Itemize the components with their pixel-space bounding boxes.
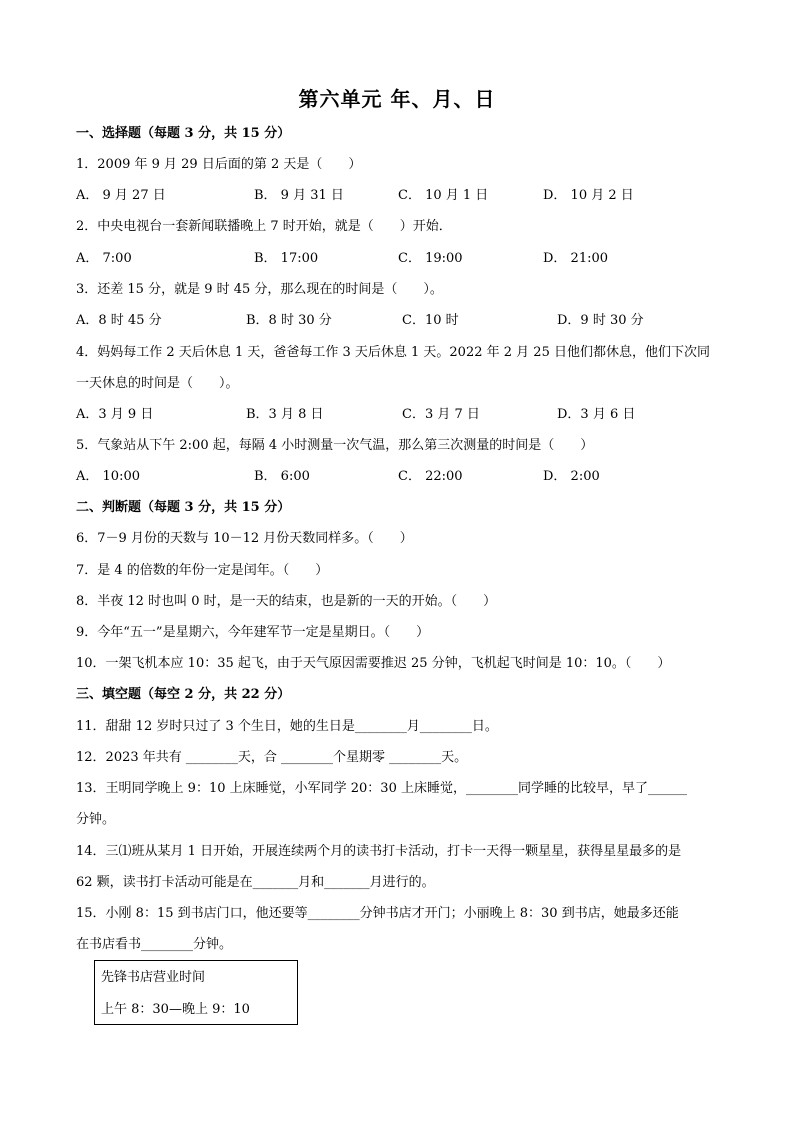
bookstore-hours-range: 上午 8：30—晚上 9：10	[101, 1002, 250, 1017]
bookstore-hours-title: 先锋书店营业时间	[101, 970, 206, 985]
question-14-line-1: 14．三⑴班从某月 1 日开始，开展连续两个月的读书打卡活动，打卡一天得一颗星星，获得星星最多的是	[76, 844, 682, 859]
question-9: 9．今年“五一”是星期六，今年建军节一定是星期日。（ ）	[76, 625, 430, 640]
q1-option-b: B． 9 月 31 日	[254, 188, 344, 203]
page-title: 第六单元 年、月、日	[298, 87, 496, 111]
question-13-line-2: 分钟。	[76, 812, 116, 827]
question-10: 10．一架飞机本应 10：35 起飞，由于天气原因需要推迟 25 分钟，飞机起飞时间是 10：10。（ ）	[76, 656, 671, 671]
q2-option-b: B． 17:00	[254, 251, 319, 266]
question-4-line-1: 4．妈妈每工作 2 天后休息 1 天，爸爸每工作 3 天后休息 1 天。2022 年 2 月 25 日他们都休息，他们下次同	[76, 345, 710, 360]
question-8: 8．半夜 12 时也叫 0 时，是一天的结束，也是新的一天的开始。（ ）	[76, 594, 497, 609]
section-heading-choice: 一、选择题（每题 3 分，共 15 分）	[76, 126, 291, 141]
q2-option-a: A． 7:00	[76, 251, 132, 266]
q3-option-a: A．8 时 45 分	[76, 313, 162, 328]
q1-option-d: D． 10 月 2 日	[543, 188, 634, 203]
q5-option-a: A． 10:00	[76, 469, 140, 484]
question-14-line-2: 62 颗，读书打卡活动可能是在_______月和_______月进行的。	[76, 875, 435, 890]
question-6: 6．7－9 月份的天数与 10－12 月份天数同样多。（ ）	[76, 531, 413, 546]
section-heading-true-false: 二、判断题（每题 3 分，共 15 分）	[76, 500, 291, 515]
q3-option-d: D．9 时 30 分	[557, 313, 644, 328]
q4-option-a: A．3 月 9 日	[76, 407, 154, 422]
question-12: 12．2023 年共有 ________天，合 ________个星期零 ________天。	[76, 750, 468, 765]
q5-option-d: D． 2:00	[543, 469, 600, 484]
section-heading-fill-blank: 三、填空题（每空 2 分，共 22 分）	[76, 687, 291, 702]
question-5: 5．气象站从下午 2:00 起，每隔 4 小时测量一次气温，那么第三次测量的时间是（ ）	[76, 438, 594, 453]
q3-option-c: C．10 时	[402, 313, 459, 328]
bookstore-hours-box	[94, 960, 298, 1025]
question-7: 7．是 4 的倍数的年份一定是闰年。（ ）	[76, 563, 329, 578]
q5-option-b: B． 6:00	[254, 469, 310, 484]
q4-option-d: D．3 月 6 日	[557, 407, 636, 422]
question-11: 11．甜甜 12 岁时只过了 3 个生日，她的生日是________月________日。	[76, 719, 498, 734]
q2-option-d: D． 21:00	[543, 251, 609, 266]
q2-option-c: C． 19:00	[398, 251, 463, 266]
q5-option-c: C． 22:00	[398, 469, 463, 484]
question-13-line-1: 13．王明同学晚上 9：10 上床睡觉，小军同学 20：30 上床睡觉，________同学睡的比较早，早了______	[76, 781, 687, 796]
question-4-line-2: 一天休息的时间是（ ）。	[76, 376, 239, 391]
question-2: 2．中央电视台一套新闻联播晚上 7 时开始，就是（ ）开始．	[76, 219, 452, 234]
q1-option-a: A． 9 月 27 日	[76, 188, 166, 203]
question-15-line-2: 在书店看书________分钟。	[76, 937, 233, 952]
question-3: 3．还差 15 分，就是 9 时 45 分，那么现在的时间是（ ）。	[76, 282, 443, 297]
q4-option-c: C．3 月 7 日	[402, 407, 480, 422]
question-1: 1．2009 年 9 月 29 日后面的第 2 天是（ ）	[76, 157, 362, 172]
question-15-line-1: 15．小刚 8：15 到书店门口，他还要等________分钟书店才开门；小丽晚上 8：30 到书店，她最多还能	[76, 906, 679, 921]
q3-option-b: B．8 时 30 分	[246, 313, 332, 328]
q1-option-c: C． 10 月 1 日	[398, 188, 489, 203]
q4-option-b: B．3 月 8 日	[246, 407, 324, 422]
